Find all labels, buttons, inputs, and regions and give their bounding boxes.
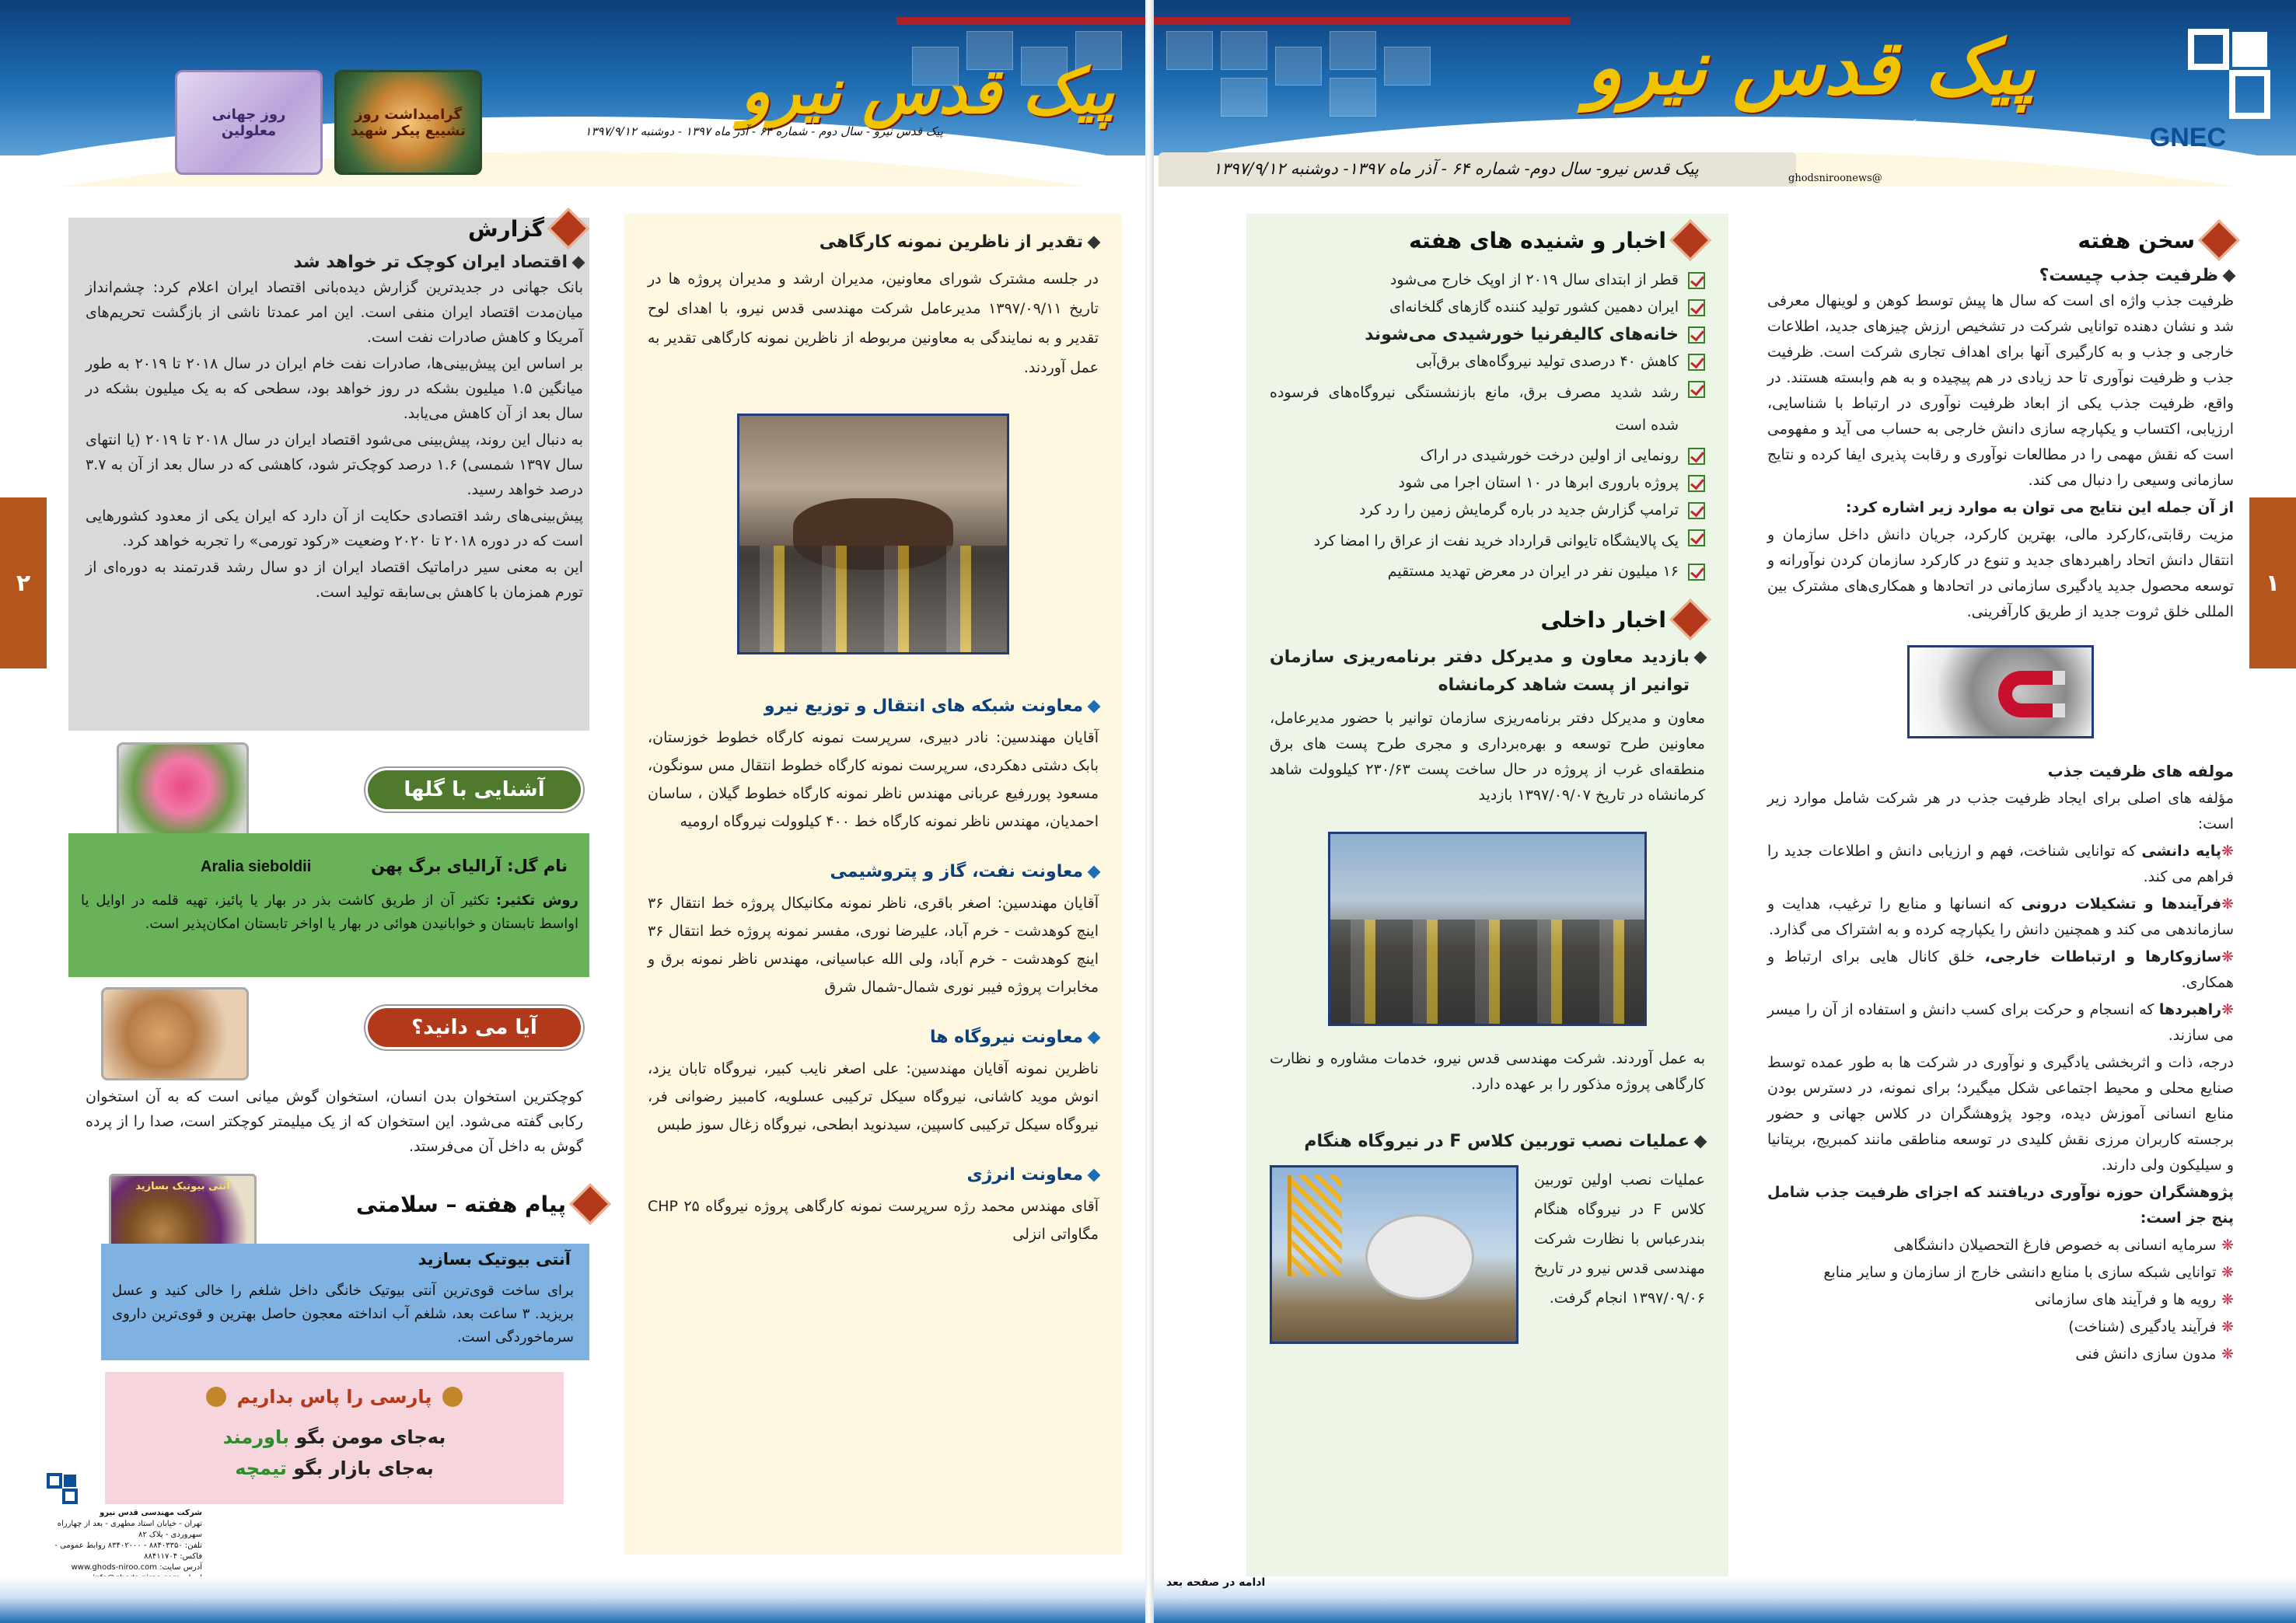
report-paragraph: پیش‌بینی‌های رشد اقتصادی حکایت از آن دارد که ایران یکی از معدود کشورهایی است که در دوره ۲۰۱۸ تا ۲۰۲۰ وضعیت «رکود تورمی» را تجربه خواهد کرد. (86, 508, 583, 550)
bullet-icon (1088, 236, 1101, 249)
flower-info-box: Aralia sieboldii نام گل: آرالیای برگ پهن روش تکثیر: تکثیر آن از طریق کاشت بذر در بهار یا پائیز، تهیه قلمه در اوایل یا اواسط تابستان و خوابانیدن هوائی در بهار یا اواخر تابستان امکان‌پذیر است. (68, 833, 589, 977)
deputy-text: ناظرین نمونه آقایان مهندسین: علی اصغر نایب کبیر، نیروگاه تابان یزد، انوش موید کاشانی، نیروگاه سیکل ترکیبی عسلویه، کامبیز رضوانی فر، نیروگاه سیکل ترکیبی کاسپین، سیدنوید ابطحی، نیروگاه زغال سوز طبس (648, 1060, 1099, 1133)
deputy-text: آقای مهندس محمد رژه سرپرست نمونه کارگاهی پروژه نیروگاه CHP ۲۵ مگاواتی انزلی (648, 1198, 1099, 1243)
component-item: ❋راهبردها که انسجام و حرکت برای کسب دانش و استفاده از آن را میسر می سازند. (1767, 1001, 2234, 1044)
news-item: قطر از ابتدای سال ۲۰۱۹ از اوپک خارج می‌شود (1270, 267, 1705, 293)
bullet-icon (1088, 1168, 1101, 1181)
bullet-icon (1694, 651, 1707, 665)
page-number-tab: ۲ (0, 497, 47, 668)
research-item: ❋ فرآیند یادگیری (شناخت) (2068, 1318, 2234, 1335)
magnet-image (1907, 645, 2094, 738)
persian-title: پارسی را پاس بداریم (236, 1386, 432, 1408)
deputy-title: معاونت انرژی (966, 1165, 1083, 1185)
report-column (86, 214, 583, 606)
editorial-paragraph: ظرفیت جذب واژه ای است که سال ها پیش توسط کوهن و لوینهال معرفی شد و نشان دهنده توانایی شرکت در تشخیص ارزش چیزهای جدید، اطلاعات خارجی و جذب و به کارگیری آنها برای اهداف تجاری شرکت است. ظرفیت جذب و ظرفیت نوآوری تا حد زیادی در هم پیچیده و به هم وابسته هستند. در واقع، ظرفیت جذب یکی از ابعاد ظرفیت نوآوری در ارتباط با شناسایی، ارزیابی، اکتساب و یکپارچه سازی دانش خارجی به حساب می آید و مفهومی است که نقش مهمی را در مطالعات نوآوری و رقابت پذیری ایفا کرده و نتایج سازمانی وسیعی را دنبال می کند. (1767, 292, 2234, 489)
report-heading: گزارش (86, 214, 583, 243)
health-heading: پیام هفته – سلامتی (356, 1189, 605, 1219)
turbine-install-photo (1270, 1165, 1518, 1344)
ornament-icon (206, 1387, 226, 1407)
section-diamond-icon (2198, 219, 2240, 261)
appreciation-title: تقدیر از ناظرین نمونه کارگاهی (819, 232, 1083, 252)
deputy-text: آقایان مهندسین: نادر دبیری، سرپرست نمونه کارگاه خطوط خوزستان، بابک دشتی دهکردی، سرپرست نمونه کارگاه خطوط انتقال مس سونگون، مسعود پوررفیع عربانی مهندس ناظر نمونه کارگاه خطوط گیلان ، ساسان احمدیان، مهندس ناظر نمونه کارگاه خط ۴۰۰ کیلوولت نیروگاه ارومیه (648, 729, 1099, 830)
magnet-icon (1907, 647, 2092, 738)
section-diamond-icon (1669, 219, 1711, 261)
did-you-know-text: کوچکترین استخوان بدن انسان، استخوان گوش میانی است که به آن استخوان رکابی گفته می‌شود. این استخوان که از یک میلیمتر کوچکتر است، صدا را از پرده گوش به داخل آن می‌فرستد. (86, 1088, 583, 1155)
story1-paragraph: معاون و مدیرکل دفتر برنامه‌ریزی سازمان توانیر با حضور مدیرعامل، معاونین طرح توسعه و بهره‌برداری و مجری طرح پست های برق منطقه‌ای غرب از پروژه در حال ساخت پست ۲۳۰/۶۳ کیلوولت شاهد کرمانشاه در تاریخ ۱۳۹۷/۰۹/۰۷ بازدید (1270, 710, 1705, 804)
research-item: ❋ سرمایه انسانی به خصوص فارغ التحصیلان دانشگاهی (1893, 1237, 2234, 1254)
flowers-banner: آشنایی با گلها (365, 768, 583, 812)
deputy-text: آقایان مهندسین: اصغر باقری، ناظر نمونه مکانیکال پروژه خط انتقال ۳۶ اینچ کوهدشت - خرم آباد، علیرضا نوری، مفسر نمونه پروژه خط انتقال ۳۶ اینچ کوهدشت - خرم آباد، ولی الله عباسیانی، مهندس ناظر نمونه برق و مخابرات پروژه فیبر نوری شمال-شمال شرق (648, 895, 1099, 996)
component-item: ❋پایه دانشی که توانایی شناخت، فهم و ارزیابی دانش و اطلاعات جدید را فراهم می کند. (1767, 843, 2234, 885)
martyr-commemoration-logo: گرامیداشت روز تشییع پیکر شهید (334, 70, 482, 175)
editorial-column (1767, 225, 2234, 1369)
internal-news-heading: اخبار داخلی (1270, 605, 1705, 634)
word-row: به‌جای بازار بگو تیمچه (235, 1457, 434, 1479)
issue-subtitle: پیک قدس نیرو - سال دوم - شماره ۶۴ - آذر ماه ۱۳۹۷ - دوشنبه ۱۳۹۷/۹/۱۲ (585, 124, 943, 138)
appreciation-column (648, 229, 1099, 1250)
persian-language-box (105, 1372, 564, 1504)
editorial-question: ظرفیت جذب چیست؟ (2039, 266, 2218, 285)
company-logo-icon (47, 1473, 78, 1504)
turbine-icon (1365, 1214, 1474, 1300)
checkbox-icon (1688, 381, 1705, 398)
story1-paragraph: به عمل آوردند. شرکت مهندسی قدس نیرو، خدمات مشاوره و نظارت کارگاهی پروژه مذکور را بر عهده دارد. (1270, 1050, 1705, 1093)
gnec-logo-icon (2187, 28, 2273, 121)
flower-propagation: تکثیر آن از طریق کاشت بذر در بهار یا پائیز، تهیه قلمه در اوایل یا اواسط تابستان و خوابانیدن هوائی در بهار یا اواخر تابستان امکان‌پذیر است. (81, 892, 578, 932)
contact-block: شرکت مهندسی قدس نیرو تهران - خیابان استاد مطهری - بعد از چهارراه سهروردی - پلاک ۸۲ تلفن: ۸۸۴۰۳۳۵۰ - ۸۳۴۰۲۰۰۰ روابط عمومی - فاکس: ۸۸۴۱۱۷۰۴ آدرس سایت: www.ghods-niroo.com (39, 1508, 202, 1595)
news-item: کاهش ۴۰ درصدی تولید نیروگاه‌های برق‌آبی (1270, 349, 1705, 375)
editorial-bold-line: از آن جمله این نتایج می توان به موارد زیر اشاره کرد: (1845, 499, 2234, 516)
appreciation-paragraph: در جلسه مشترک شورای معاونین، مدیران ارشد و مدیران پروژه ها در تاریخ ۱۳۹۷/۰۹/۱۱ مدیرعامل شرکت مهندسی قدس نیرو، با اهدای لوح تقدیر و به نمایندگی به معاونین مربوطه از ناظرین نمونه کارگاهی تقدیر به عمل آوردند. (648, 270, 1099, 376)
editorial-heading: سخن هفته (1767, 225, 2234, 255)
instagram-handle: @ghodsniroonews (1788, 173, 1882, 184)
news-item: ایران دهمین کشور تولید کننده گازهای گلخانه‌ای (1270, 295, 1705, 320)
news-column (1270, 225, 1705, 1344)
news-item: پروژه باروری ابرها در ۱۰ استان اجرا می شود (1270, 470, 1705, 496)
bullet-icon (1088, 1031, 1101, 1044)
component-item: ❋سازوکارها و ارتباطات خارجی، خلق کانال هایی برای ارتباط و همکاری. (1767, 948, 2234, 991)
section-diamond-icon (1669, 599, 1711, 640)
components-outro: درجه، ذات و اثربخشی یادگیری و نوآوری در شرکت ها به طور عمده توسط صنایع محلی و محیط اجتماعی شکل میگیرد؛ برای نمونه، در دسترس بودن منابع انسانی آموزش دیده، وجود پژوهشگران در کلاس جهانی و حضور برجسته کاربران مرزی نقش کلیدی در توسعه مناطقی مانند کمبریج، بریتانیا و سیلیکون ولی دارند. (1767, 1054, 2234, 1174)
word-row: به‌جای مومن بگو باورمند (222, 1426, 446, 1448)
weekly-news-heading: اخبار و شنیده های هفته (1270, 225, 1705, 255)
research-bold: پژوهشگران حوزه نوآوری دریافتند که اجزای ظرفیت جذب شامل پنج جز است: (1767, 1184, 2234, 1227)
ceremony-photo (737, 414, 1009, 654)
checkbox-icon (1688, 502, 1705, 519)
report-paragraph: بانک جهانی در جدیدترین گزارش دیده‌بانی اقتصاد ایران اعلام کرد: چشم‌انداز میان‌مدت اقتصاد ایران منفی است. این امر عمدتا ناشی از بازگشت تحریم‌های آمریکا و کاهش صادرات نفت است. (86, 279, 583, 346)
component-item: ❋فرآیندها و تشکیلات درونی که انسانها و منابع را ترغیب، هدایت و سازماندهی می کند و همچنین دانش را یکپارچه کرده و به اشتراک می گذارد. (1767, 895, 2235, 938)
news-item: خانه‌های کالیفرنیا خورشیدی می‌شوند (1270, 322, 1705, 347)
issue-subtitle: پیک قدس نیرو- سال دوم- شماره ۶۴ - آذر ماه ۱۳۹۷- دوشنبه ۱۳۹۷/۹/۱۲ (1213, 159, 1699, 178)
health-headline: آنتی بیوتیک بسازید (418, 1250, 571, 1269)
news-item: یک پالایشگاه تایوانی قرارداد خرید نفت از عراق را امضا کرد (1270, 525, 1705, 557)
masthead (0, 0, 1145, 187)
website-link[interactable]: آدرس سایت: www.ghods-niroo.com (71, 1563, 202, 1572)
research-item: ❋ رویه ها و فرآیند های سازمانی (2034, 1291, 2234, 1308)
news-item: رشد شدید مصرف برق، مانع بازنشستگی نیروگاه‌های فرسوده شده است (1270, 376, 1705, 442)
masthead-title: پیک قدس نیرو (1586, 23, 2035, 111)
ornament-icon (442, 1387, 463, 1407)
components-intro: مؤلفه های اصلی برای ایجاد ظرفیت جذب در هر شرکت شامل موارد زیر است: (1767, 790, 2234, 832)
story2-paragraph: عملیات نصب اولین توربین کلاس F در نیروگاه هنگام بندرعباس با نظارت شرکت مهندسی قدس نیرو در تاریخ ۱۳۹۷/۰۹/۰۶ انجام گرفت. (1534, 1171, 1705, 1307)
deputy-title: معاونت نفت، گاز و پتروشیمی (830, 862, 1083, 881)
story1-title: بازدید معاون و مدیرکل دفتر برنامه‌ریزی سازمان توانیر از پست شاهد کرمانشاه (1270, 647, 1690, 695)
checkbox-icon (1688, 448, 1705, 465)
research-item: ❋ مدون سازی دانش فنی (2075, 1346, 2234, 1363)
checkbox-icon (1688, 354, 1705, 371)
bullet-icon (1088, 865, 1101, 878)
story2-title: عملیات نصب توربین کلاس F در نیروگاه هنگام (1304, 1132, 1690, 1151)
components-title: مولفه های ظرفیت جذب (2047, 762, 2234, 780)
substation-visit-photo (1328, 832, 1647, 1026)
checkbox-icon (1688, 564, 1705, 581)
gnec-logo-text: GNEC (2149, 123, 2226, 152)
checkbox-icon (1688, 475, 1705, 492)
page-number-tab: ۱ (2249, 497, 2296, 668)
deputy-title: معاونت نیروگاه ها (929, 1028, 1083, 1047)
section-diamond-icon (569, 1183, 611, 1225)
deputy-title: معاونت شبکه های انتقال و توزیع نیرو (764, 696, 1083, 716)
weekly-news-list (1270, 267, 1705, 585)
checkbox-icon (1688, 326, 1705, 344)
page-one (1151, 0, 2296, 1623)
continued-note: ادامه در صفحه بعد (1166, 1576, 1266, 1589)
page-two (0, 0, 1145, 1623)
ear-bone-photo (101, 987, 249, 1080)
editorial-paragraph: مزیت رقابتی،کارکرد مالی، بهترین کارکرد، جریان دانش داخل سازمان و انتقال دانش اتحاد راهبردهای جدید و تنوع در کارکرد سازمان کردن نوآورانه و توسعه محصول جدید یادگیری سازمانی در اتحادها و همکاری‌های مشترک بین المللی خلق ثروت جدید از طریق کارآفرینی. (1767, 526, 2234, 620)
bullet-icon (2223, 269, 2236, 282)
health-text: برای ساخت قوی‌ترین آنتی بیوتیک خانگی داخل شلغم را خالی کنید و عسل بریزید. ۳ ساعت بعد، شلغم آب انداخته معجون حاصل بهترین و قوی‌ترین داروی سرماخوردگی است. (112, 1283, 574, 1346)
flower-latin-name: Aralia sieboldii (201, 858, 312, 875)
bullet-icon (1694, 1135, 1707, 1148)
photo-caption: آنتی بیوتیک بسازید (135, 1181, 230, 1192)
energy-icons: ⚡⌂♨⚑⛭ (1819, 117, 1926, 136)
bullet-icon (1088, 700, 1101, 713)
checkbox-icon (1688, 299, 1705, 316)
report-paragraph: بر اساس این پیش‌بینی‌ها، صادرات نفت خام ایران در سال ۲۰۱۸ تا ۲۰۱۹ به طور میانگین ۱.۵ میلیون بشکه در روز خواهد بود، سطحی که به یک میلیون بشکه در سال بعد از آن کاهش می‌یابد. (86, 355, 584, 422)
report-paragraph: این به معنی سیر دراماتیک اقتصاد ایران از دو سال رشد قدرتمند به دوره‌ای از تورم همزمان با کاهش بی‌سابقه تولید است. (86, 559, 583, 601)
masthead (1151, 0, 2296, 187)
news-item: ۱۶ میلیون نفر در ایران در معرض تهدید مستقیم (1270, 559, 1705, 585)
masthead-title: پیک قدس نیرو (740, 54, 1114, 127)
news-item: رونمایی از اولین درخت خورشیدی در اراک (1270, 443, 1705, 469)
disability-day-logo: روز جهانی معلولین (175, 70, 323, 175)
report-headline: اقتصاد ایران کوچک تر خواهد شد (293, 253, 568, 272)
checkbox-icon (1688, 272, 1705, 289)
health-box (101, 1244, 589, 1360)
report-paragraph: به دنبال این روند، پیش‌بینی می‌شود اقتصاد ایران در سال ۲۰۱۸ تا ۲۰۱۹ (یا انتهای سال ۱۳۹۷ شمسی) ۱.۶ درصد کوچک‌تر شود، کاهشی که در سال بعد از آن به ۳.۷ درصد خواهد رسید. (86, 431, 583, 498)
flower-name: آرالیای برگ پهن (371, 857, 501, 875)
bullet-icon (572, 256, 585, 269)
news-item: ترامپ گزارش جدید در باره گرمایش زمین را رد کرد (1270, 497, 1705, 523)
checkbox-icon (1688, 529, 1705, 546)
did-you-know-banner: آیا می دانید؟ (365, 1006, 583, 1049)
research-item: ❋ توانایی شبکه سازی با منابع دانشی خارج از سازمان و سایر منابع (1823, 1264, 2234, 1281)
section-diamond-icon (547, 208, 589, 250)
